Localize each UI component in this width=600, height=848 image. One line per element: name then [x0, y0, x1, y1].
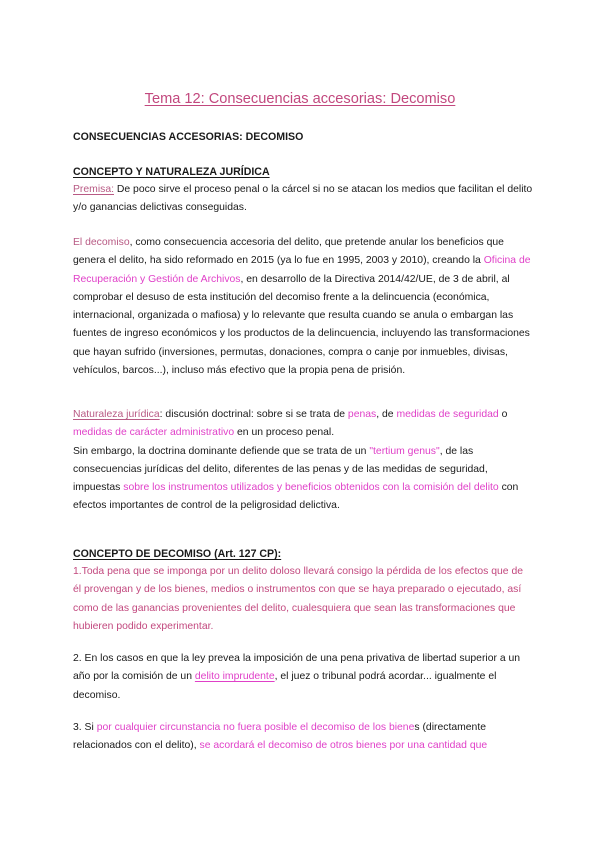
naturaleza-text-6: , de las consecuencias jurídicas del delito, diferentes de las penas y de las medidas de seguridad, impuestas	[73, 445, 488, 494]
item-2-paragraph	[73, 650, 533, 705]
naturaleza-text-1: : discusión doctrinal: sobre si se trata de	[159, 409, 348, 420]
naturaleza-text-3: o	[498, 409, 508, 420]
medidas-administrativo-term: medidas de carácter administrativo	[73, 427, 235, 439]
item-3-pink-2: se acordará el decomiso de otros bienes por una cantidad que	[199, 740, 488, 752]
tertium-genus-term: "tertium genus"	[369, 445, 440, 457]
item-1-text: Toda pena que se imponga por un delito doloso llevará consigo la pérdida de los efectos que de él provengan y de los bienes, medios o instrumentos con que se haya preparado o ejecutado, así como de las ganancias provenientes del delito, cualesquiera que sean las transformaciones que hubieren podido experimentar.	[73, 566, 524, 632]
penas-term: penas	[347, 409, 377, 420]
naturaleza-paragraph	[73, 406, 533, 516]
naturaleza-text-5: Sin embargo, la doctrina dominante defiende que se trata de un	[73, 445, 370, 457]
naturaleza-text-2: , de	[376, 409, 397, 420]
item-3-text-1: 3. Si	[73, 722, 97, 733]
premisa-label: Premisa:	[73, 184, 114, 195]
naturaleza-text-7: con efectos importantes de control de la peligrosidad delictiva.	[73, 482, 519, 512]
section-heading: CONSECUENCIAS ACCESORIAS: DECOMISO	[73, 131, 304, 143]
item-1-paragraph	[73, 563, 533, 636]
page-title: Tema 12: Consecuencias accesorias: Decomiso	[144, 91, 456, 107]
concepto-decomiso-heading: CONCEPTO DE DECOMISO (Art. 127 CP):	[73, 548, 282, 560]
decomiso-term: El decomiso	[73, 237, 130, 248]
decomiso-text-1: , como consecuencia accesoria del delito, que pretende anular los beneficios que genera el delito, ha sido reformado en 2015 (ya lo fue en 1995, 2003 y 2010), creando la	[73, 237, 504, 267]
concepto-heading: CONCEPTO Y NATURALEZA JURÍDICA	[73, 166, 270, 178]
item-3-pink-1: por cualquier circunstancia no fuera posible el decomiso de los biene	[96, 722, 415, 733]
naturaleza-label: Naturaleza jurídica	[73, 409, 160, 420]
naturaleza-text-4: en un proceso penal.	[234, 427, 335, 439]
decomiso-text-2: , en desarrollo de la Directiva 2014/42/UE, de 3 de abril, al comprobar el desuso de esta institución del decomiso frente a la delincuencia (económica, internacional, organizada o mafiosa) y lo relevante que resulta cuando se anula o embargan las fuentes de ingreso económicos y los productos de la delincuencia, incluyendo las transformaciones que hayan sufrido (inversiones, permutas, donaciones, compra o canje por inmuebles, divisas, vehículos, barcos...), incluso más efectivo que la propia pena de prisión.	[73, 273, 530, 377]
item-2-text-2: , el juez o tribunal podrá acordar... igualmente el decomiso.	[73, 671, 497, 701]
premisa-paragraph	[73, 181, 533, 218]
decomiso-paragraph	[73, 234, 533, 380]
premisa-text: De poco sirve el proceso penal o la cárcel si no se atacan los medios que facilitan el delito y/o ganancias delictivas conseguidas.	[73, 184, 533, 214]
item-3-paragraph	[73, 719, 533, 756]
item-1-number: 1.	[73, 566, 82, 577]
sobre-instrumentos-term: sobre los instrumentos utilizados y beneficios obtenidos con la comisión del delito	[123, 482, 499, 494]
medidas-seguridad-term: medidas de seguridad	[396, 409, 499, 420]
item-2-text-1: 2. En los casos en que la ley prevea la imposición de una pena privativa de libertad superior a un año por la comisión de un	[73, 653, 521, 683]
delito-imprudente-link: delito imprudente	[194, 671, 275, 683]
oficina-term: Oficina de Recuperación y Gestión de Archivos	[73, 255, 531, 285]
item-3-text-2: s (directamente relacionados con el delito),	[73, 722, 486, 752]
